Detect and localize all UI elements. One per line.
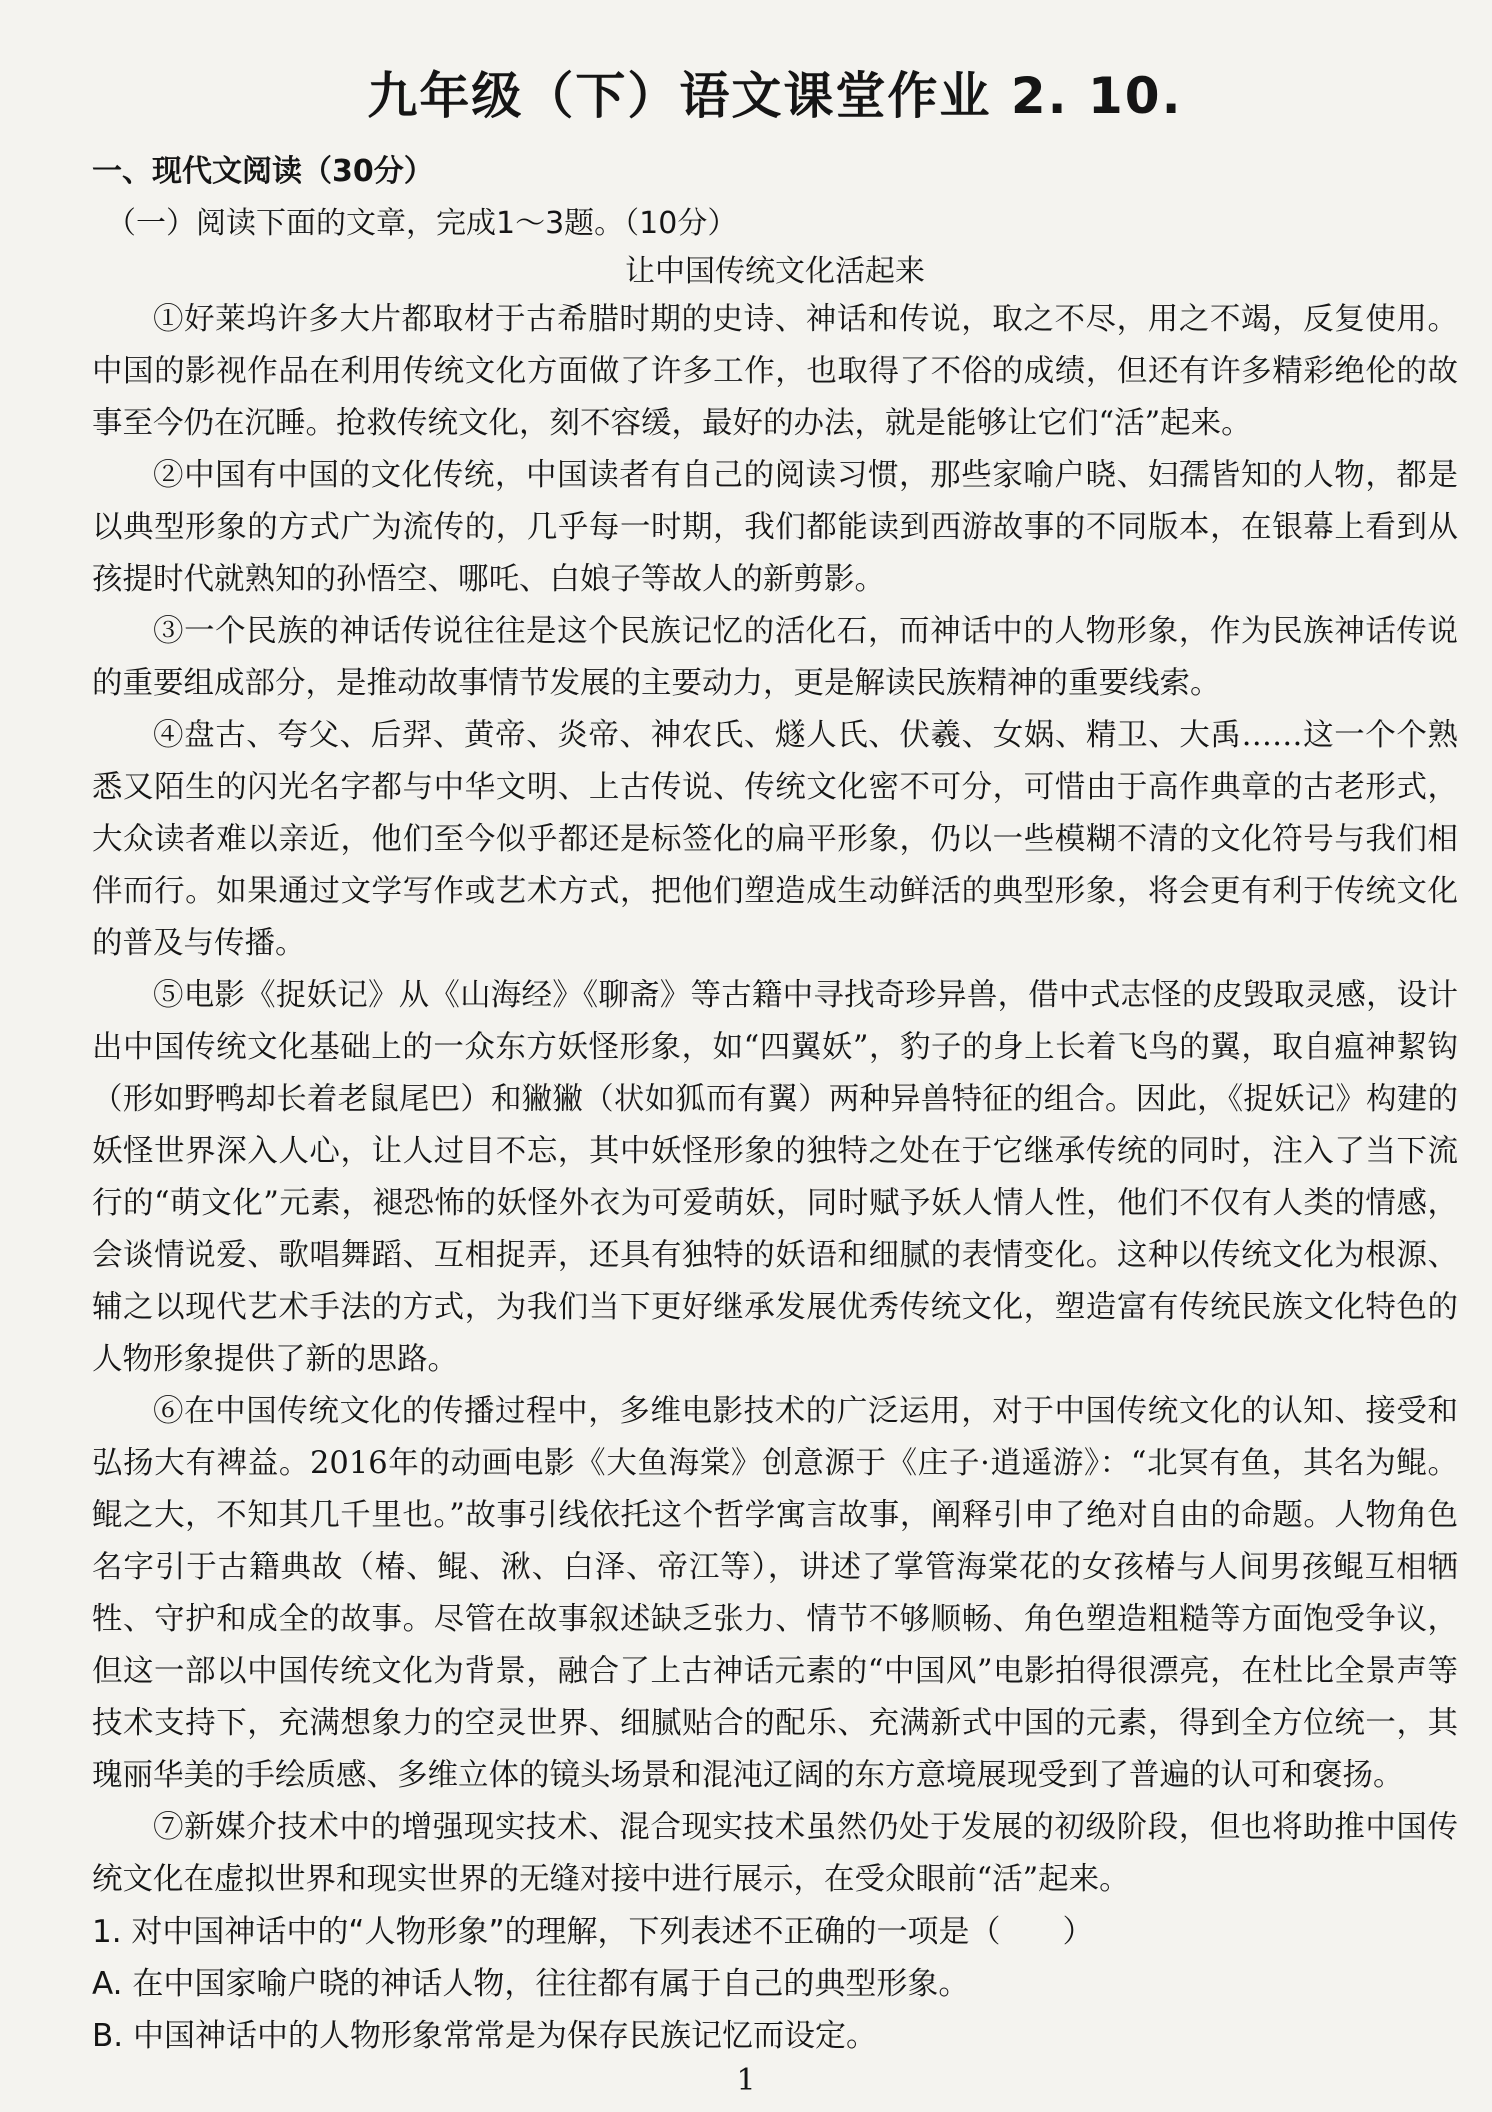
page-title: 九年级（下）语文课堂作业 2. 10. xyxy=(367,67,1183,125)
option-a: A. 在中国家喻户晓的神话人物，往往都有属于自己的典型形象。 xyxy=(92,1966,970,2002)
article-title: 让中国传统文化活起来 xyxy=(625,254,925,289)
paragraph-6: ⑥在中国传统文化的传播过程中，多维电影技术的广泛运用，对于中国传统文化的认知、接受和弘扬大有裨益。2016年的动画电影《大鱼海棠》创意源于《庄子·逍遥游》：“北冥有鱼，其名为鲲。鲲之大，不知其几千里也。”故事引线依托这个哲学寓言故事，阐释引申了绝对自由的命题。人物角色名字引于古籍典故（椿、鲲、湫、白泽、帝江等），讲述了掌管海棠花的女孩椿与人间男孩鲲互相牺牲、守护和成全的故事。尽管在故事叙述缺乏张力、情节不够顺畅、角色塑造粗糙等方面饱受争议，但这一部以中国传统文化为背景，融合了上古神话元素的“中国风”电影拍得很漂亮，在杜比全景声等技术支持下，充满想象力的空灵世界、细腻贴合的配乐、充满新式中国的元素，得到全方位统一，其瑰丽华美的手绘质感、多维立体的镜头场景和混沌辽阔的东方意境展现受到了普遍的认可和褒扬。 xyxy=(92,1394,1458,1793)
paragraph-3: ③一个民族的神话传说往往是这个民族记忆的活化石，而神话中的人物形象，作为民族神话传说的重要组成部分，是推动故事情节发展的主要动力，更是解读民族精神的重要线索。 xyxy=(92,614,1458,701)
paragraph-5: ⑤电影《捉妖记》从《山海经》《聊斋》等古籍中寻找奇珍异兽，借中式志怪的皮毁取灵感，设计出中国传统文化基础上的一众东方妖怪形象，如“四翼妖”，豹子的身上长着飞鸟的翼，取自瘟神絜钩（形如野鸭却长着老鼠尾巴）和獙獙（状如狐而有翼）两种异兽特征的组合。因此，《捉妖记》构建的妖怪世界深入人心，让人过目不忘，其中妖怪形象的独特之处在于它继承传统的同时，注入了当下流行的“萌文化”元素，褪恐怖的妖怪外衣为可爱萌妖，同时赋予妖人情人性，他们不仅有人类的情感，会谈情说爱、歌唱舞蹈、互相捉弄，还具有独特的妖语和细腻的表情变化。这种以传统文化为根源、辅之以现代艺术手法的方式，为我们当下更好继承发展优秀传统文化，塑造富有传统民族文化特色的人物形象提供了新的思路。 xyxy=(92,978,1458,1377)
section-heading: 一、现代文阅读（30分） xyxy=(92,154,434,189)
subsection-heading: （一）阅读下面的文章，完成1～3题。（10分） xyxy=(106,206,738,241)
paragraph-7: ⑦新媒介技术中的增强现实技术、混合现实技术虽然仍处于发展的初级阶段，但也将助推中国传统文化在虚拟世界和现实世界的无缝对接中进行展示，在受众眼前“活”起来。 xyxy=(92,1810,1458,1897)
question-stem: 1. 对中国神话中的“人物形象”的理解，下列表述不正确的一项是（ ） xyxy=(92,1914,1094,1950)
paragraph-1: ①好莱坞许多大片都取材于古希腊时期的史诗、神话和传说，取之不尽，用之不竭，反复使用。中国的影视作品在利用传统文化方面做了许多工作，也取得了不俗的成绩，但还有许多精彩绝伦的故事至今仍在沉睡。抢救传统文化，刻不容缓，最好的办法，就是能够让它们“活”起来。 xyxy=(92,302,1458,441)
page-number: 1 xyxy=(736,2063,756,2098)
option-b: B. 中国神话中的人物形象常常是为保存民族记忆而设定。 xyxy=(92,2018,877,2054)
paragraph-4: ④盘古、夸父、后羿、黄帝、炎帝、神农氏、燧人氏、伏羲、女娲、精卫、大禹……这一个个熟悉又陌生的闪光名字都与中华文明、上古传说、传统文化密不可分，可惜由于高作典章的古老形式，大众读者难以亲近，他们至今似乎都还是标签化的扁平形象，仍以一些模糊不清的文化符号与我们相伴而行。如果通过文学写作或艺术方式，把他们塑造成生动鲜活的典型形象，将会更有利于传统文化的普及与传播。 xyxy=(92,718,1458,961)
paragraph-2: ②中国有中国的文化传统，中国读者有自己的阅读习惯，那些家喻户晓、妇孺皆知的人物，都是以典型形象的方式广为流传的，几乎每一时期，我们都能读到西游故事的不同版本，在银幕上看到从孩提时代就熟知的孙悟空、哪吒、白娘子等故人的新剪影。 xyxy=(92,458,1458,597)
